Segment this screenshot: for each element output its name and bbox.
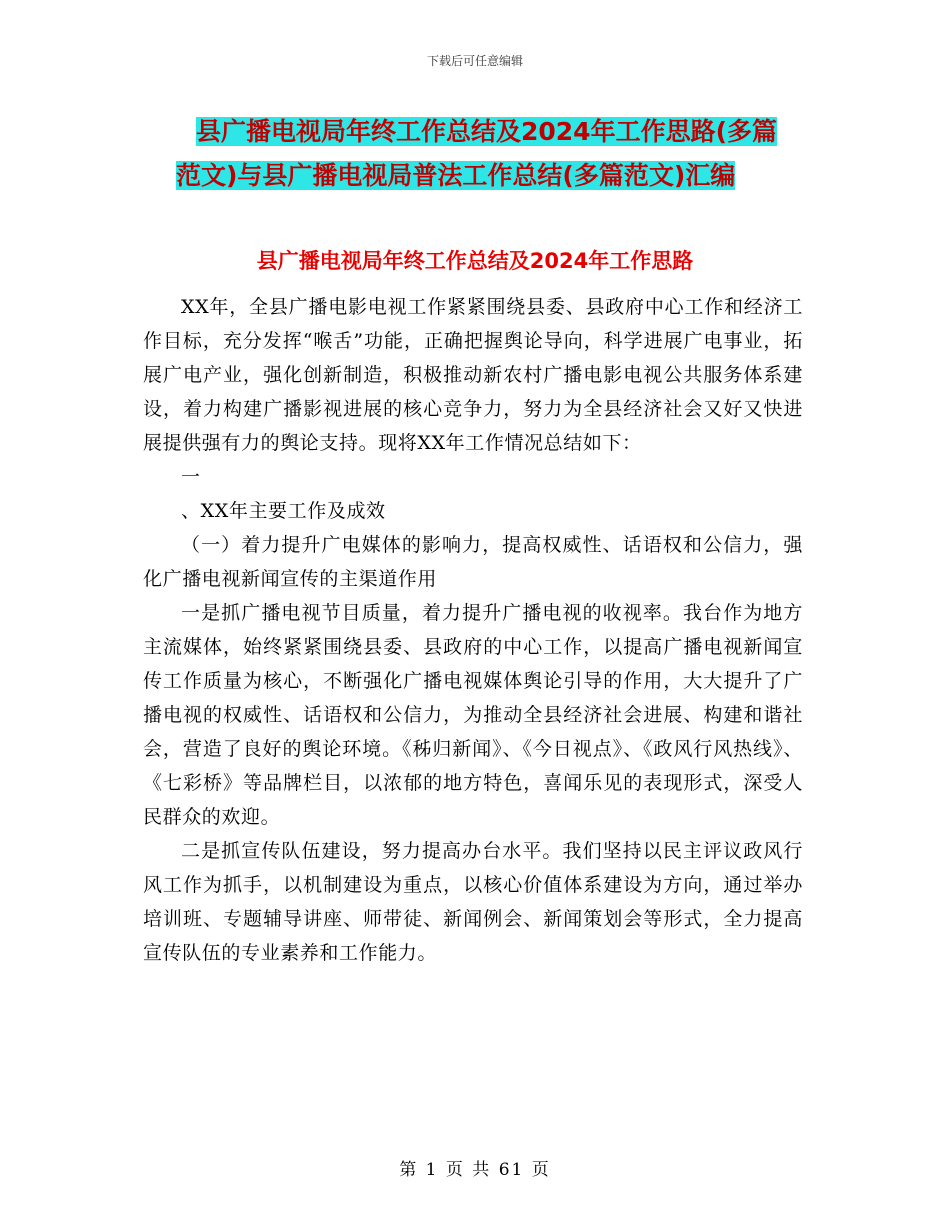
document-body [143,290,803,970]
section-heading: 县广播电视局年终工作总结及2024年工作思路 [256,249,694,273]
paragraph-subsection-heading: （一）着力提升广电媒体的影响力，提高权威性、话语权和公信力，强化广播电视新闻宣传的主渠道作用 [143,534,803,590]
paragraph-intro: XX年，全县广播电影电视工作紧紧围绕县委、县政府中心工作和经济工作目标，充分发挥“喉舌”功能，正确把握舆论导向，科学进展广电事业，拓展广电产业，强化创新制造，积极推动新农村广播电影电视公共服务体系建设，着力构建广播影视进展的核心竞争力，努力为全县经济社会又好又快进展提供强有力的舆论支持。现将XX年工作情况总结如下： [143,296,803,454]
document-title [176,110,816,198]
paragraph-point-one: 一是抓广播电视节目质量，着力提升广播电视的收视率。我台作为地方主流媒体，始终紧紧围绕县委、县政府的中心工作，以提高广播电视新闻宣传工作质量为核心，不断强化广播电视媒体舆论引导的作用，大大提升了广播电视的权威性、话语权和公信力，为推动全县经济社会进展、构建和谐社会，营造了良好的舆论环境。《秭归新闻》、《今日视点》、《政风行风热线》、《七彩桥》等品牌栏目，以浓郁的地方特色，喜闻乐见的表现形式，深受人民群众的欢迎。 [143,602,803,828]
page-number-footer: 第 1 页 共 61 页 [399,1160,551,1180]
title-line-1: 县广播电视局年终工作总结及2024年工作思路(多篇 [196,117,778,146]
title-line-2: 范文)与县广播电视局普法工作总结(多篇范文)汇编 [176,161,736,190]
paragraph-numeral: 一 [181,466,201,488]
header-note: 下载后可任意编辑 [426,54,523,68]
paragraph-point-two: 二是抓宣传队伍建设，努力提高办台水平。我们坚持以民主评议政风行风工作为抓手，以机制建设为重点，以核心价值体系建设为方向，通过举办培训班、专题辅导讲座、师带徒、新闻例会、新闻策划会等形式，全力提高宣传队伍的专业素养和工作能力。 [143,840,803,964]
paragraph-section-one-heading: 、XX年主要工作及成效 [181,500,386,522]
